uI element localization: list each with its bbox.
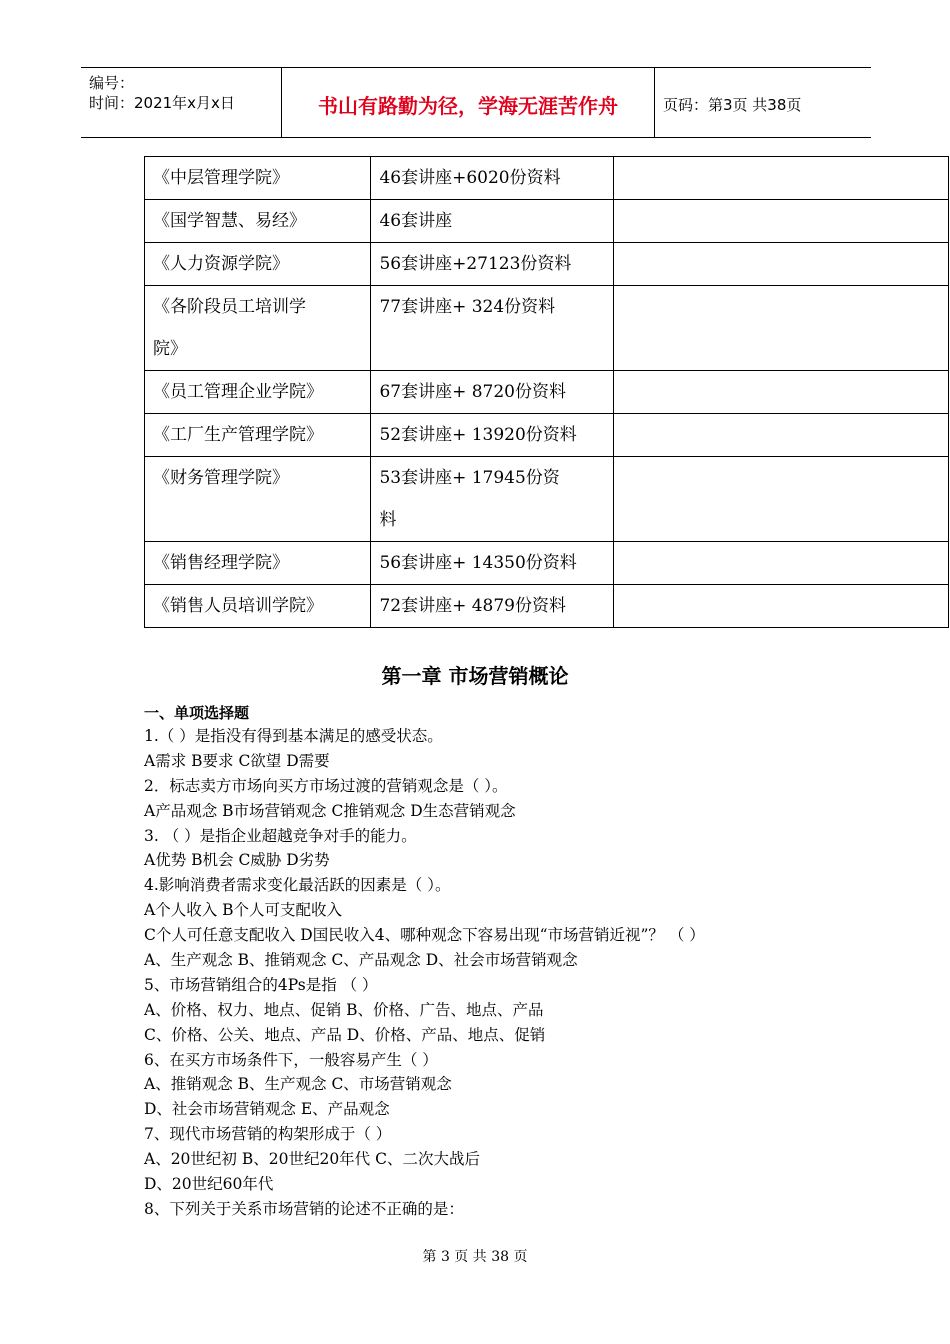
table-cell-name: 《工厂生产管理学院》 [145, 414, 371, 457]
table-cell-empty [613, 542, 948, 585]
page-info: 页码：第3页 共38页 [663, 96, 802, 114]
text-line: A需求 B要求 C欲望 D需要 [144, 751, 330, 770]
text-line: 5、市场营销组合的4Ps是指 （ ） [144, 975, 378, 994]
text-line: 8、下列关于关系市场营销的论述不正确的是： [144, 1199, 464, 1218]
table-cell-desc-line1: 53套讲座+ 17945份资 [379, 468, 560, 488]
table-cell-name: 《销售人员培训学院》 [145, 585, 371, 628]
table-cell-name-line2: 院》 [153, 339, 187, 359]
page-footer: 第 3 页 共 38 页 [422, 1249, 528, 1265]
serial-label: 编号： [89, 74, 135, 92]
motto: 书山有路勤为径，学海无涯苦作舟 [318, 94, 618, 118]
table-row [145, 286, 949, 371]
text-line: 3. （ ）是指企业超越竞争对手的能力。 [144, 826, 417, 845]
text-line: 6、在买方市场条件下，一般容易产生（ ） [144, 1050, 438, 1069]
table-cell-desc: 67套讲座+ 8720份资料 [371, 371, 614, 414]
table-cell-name: 《销售经理学院》 [145, 542, 371, 585]
table-cell-desc-line2: 料 [379, 510, 397, 530]
table-row [145, 243, 949, 286]
text-line: A、生产观念 B、推销观念 C、产品观念 D、社会市场营销观念 [144, 951, 578, 970]
text-line: A、价格、权力、地点、促销 B、价格、广告、地点、产品 [144, 1000, 544, 1019]
text-line: 4.影响消费者需求变化最活跃的因素是（ ）。 [144, 876, 451, 895]
table-row [145, 542, 949, 585]
text-line: A、20世纪初 B、20世纪20年代 C、二次大战后 [144, 1150, 480, 1169]
text-line: D、社会市场营销观念 E、产品观念 [144, 1100, 390, 1119]
page-header [81, 67, 871, 138]
table-cell-desc: 77套讲座+ 324份资料 [371, 286, 614, 371]
question-lines [144, 724, 904, 1222]
text-line: C个人可任意支配收入 D国民收入4、哪种观念下容易出现“市场营销近视”？ （ ） [144, 926, 705, 945]
table-cell-name-line1: 《各阶段员工培训学 [153, 297, 306, 317]
table-cell-empty [613, 414, 948, 457]
table-row [145, 457, 949, 542]
table-cell-name: 《国学智慧、易经》 [145, 200, 371, 243]
table-cell-name: 《财务管理学院》 [145, 457, 371, 542]
table-cell-desc: 72套讲座+ 4879份资料 [371, 585, 614, 628]
text-line: A个人收入 B个人可支配收入 [144, 901, 343, 920]
table-cell-desc: 46套讲座+6020份资料 [371, 157, 614, 200]
table-cell-name [145, 286, 371, 371]
table-cell-empty [613, 585, 948, 628]
table-cell-empty [613, 286, 948, 371]
chapter-title: 第一章 市场营销概论 [381, 664, 569, 688]
table-cell-empty [613, 200, 948, 243]
table-cell-desc: 46套讲座 [371, 200, 614, 243]
text-line: A、推销观念 B、生产观念 C、市场营销观念 [144, 1075, 452, 1094]
table-cell-empty [613, 157, 948, 200]
table-row [145, 371, 949, 414]
table-cell-desc: 52套讲座+ 13920份资料 [371, 414, 614, 457]
resource-table [144, 156, 949, 628]
table-row [145, 200, 949, 243]
text-line: 1.（ ）是指没有得到基本满足的感受状态。 [144, 727, 443, 745]
text-line: 7、现代市场营销的构架形成于（ ） [144, 1125, 392, 1144]
table-cell-desc: 56套讲座+27123份资料 [371, 243, 614, 286]
text-line: A产品观念 B市场营销观念 C推销观念 D生态营销观念 [144, 801, 516, 820]
section-title: 一、单项选择题 [144, 704, 250, 722]
table-cell-desc: 56套讲座+ 14350份资料 [371, 542, 614, 585]
table-cell-empty [613, 457, 948, 542]
time-label: 时间：2021年x月x日 [89, 94, 235, 112]
text-line: C、价格、公关、地点、产品 D、价格、产品、地点、促销 [144, 1025, 546, 1044]
header-meta-cell [81, 68, 282, 137]
table-row [145, 414, 949, 457]
table-cell-empty [613, 371, 948, 414]
table-cell-desc [371, 457, 614, 542]
table-cell-name: 《员工管理企业学院》 [145, 371, 371, 414]
header-motto-cell [282, 68, 655, 137]
table-cell-name: 《人力资源学院》 [145, 243, 371, 286]
table-cell-empty [613, 243, 948, 286]
text-line: D、20世纪60年代 [144, 1175, 274, 1194]
table-row [145, 157, 949, 200]
table-cell-name: 《中层管理学院》 [145, 157, 371, 200]
text-line: A优势 B机会 C威胁 D劣势 [144, 851, 330, 870]
table-row [145, 585, 949, 628]
header-page-cell [655, 68, 871, 137]
text-line: 2．标志卖方市场向买方市场过渡的营销观念是（ ）。 [144, 776, 508, 795]
